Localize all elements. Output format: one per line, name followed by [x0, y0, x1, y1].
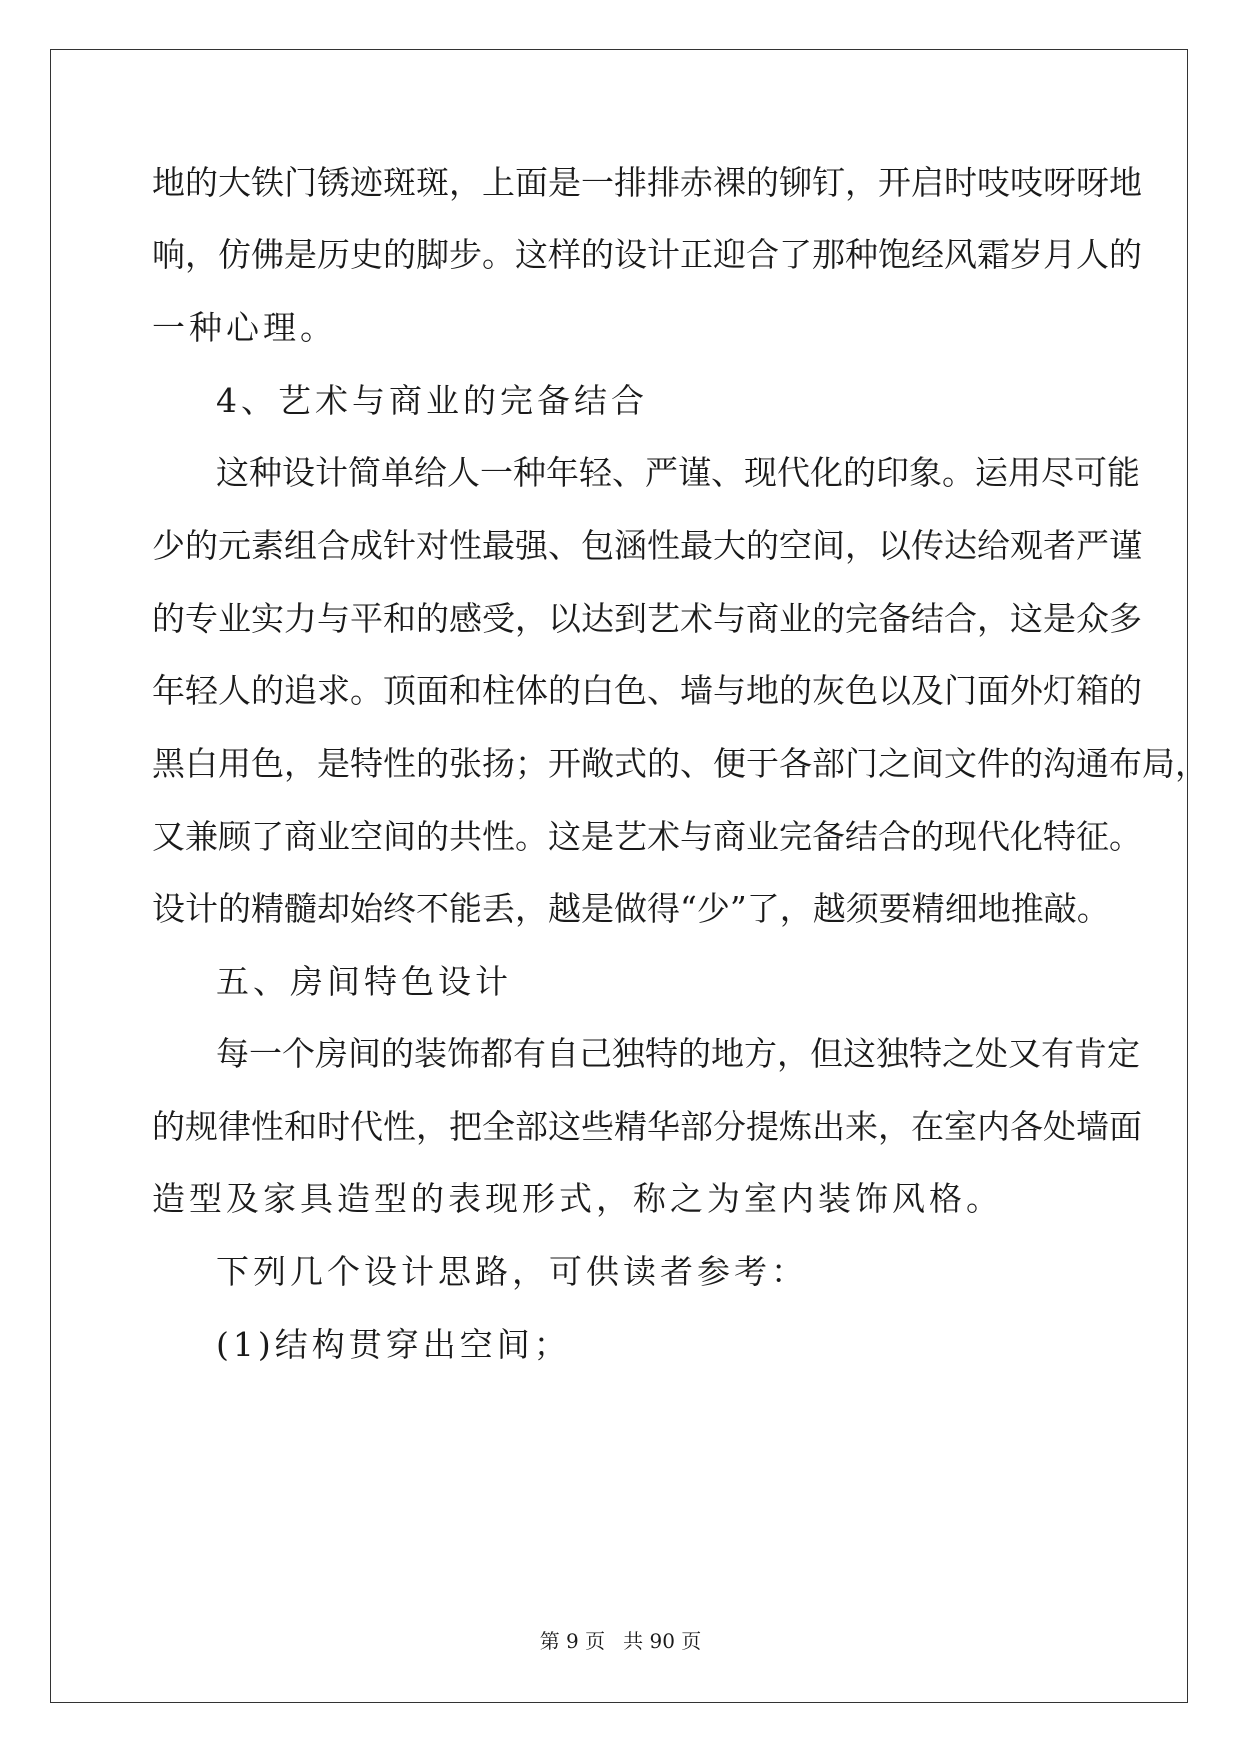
text-line: 一种心理。 — [152, 308, 337, 347]
section-heading: 4、艺术与商业的完备结合 — [216, 381, 648, 420]
page-total: 共 90 页 — [623, 1629, 702, 1653]
text-line: 地的大铁门锈迹斑斑，上面是一排排赤裸的铆钉，开启时吱吱呀呀地 — [152, 163, 1142, 202]
text-line: 年轻人的追求。顶面和柱体的白色、墙与地的灰色以及门面外灯箱的 — [152, 671, 1142, 710]
list-item: (1)结构贯穿出空间； — [216, 1325, 571, 1364]
text-line: 的规律性和时代性，把全部这些精华部分提炼出来，在室内各处墙面 — [152, 1107, 1142, 1146]
text-line: 少的元素组合成针对性最强、包涵性最大的空间，以传达给观者严谨 — [152, 526, 1142, 565]
text-line: 造型及家具造型的表现形式，称之为室内装饰风格。 — [152, 1179, 1003, 1218]
text-line: 这种设计简单给人一种年轻、严谨、现代化的印象。运用尽可能 — [216, 453, 1140, 492]
text-line: 又兼顾了商业空间的共性。这是艺术与商业完备结合的现代化特征。 — [152, 817, 1142, 856]
text-line: 响，仿佛是历史的脚步。这样的设计正迎合了那种饱经风霜岁月人的 — [152, 235, 1142, 274]
text-line: 下列几个设计思路，可供读者参考： — [216, 1252, 808, 1291]
section-heading: 五、房间特色设计 — [216, 962, 512, 1001]
text-line: 每一个房间的装饰都有自己独特的地方，但这独特之处又有肯定 — [216, 1034, 1140, 1073]
text-line: 设计的精髓却始终不能丢，越是做得“少”了，越须要精细地推敲。 — [152, 889, 1110, 928]
page-number: 第 9 页 — [539, 1629, 606, 1653]
text-line: 黑白用色，是特性的张扬；开敞式的、便于各部门之间文件的沟通布局， — [152, 744, 1208, 783]
page-footer — [0, 1625, 1241, 1654]
page-border — [50, 49, 1208, 1703]
text-line: 的专业实力与平和的感受，以达到艺术与商业的完备结合，这是众多 — [152, 599, 1142, 638]
